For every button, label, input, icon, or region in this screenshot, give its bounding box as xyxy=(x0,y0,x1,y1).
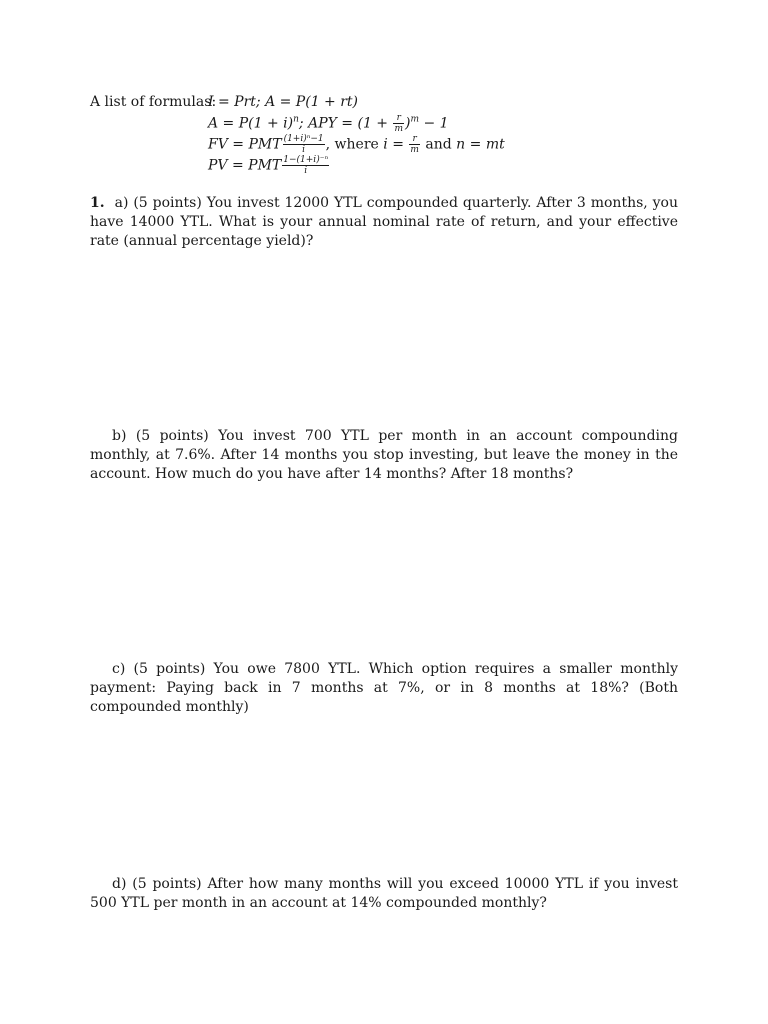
formula-row-4 xyxy=(90,155,690,176)
question-1d xyxy=(90,875,678,913)
question-1a xyxy=(90,194,678,251)
question-1b xyxy=(90,427,678,484)
formula-future-value xyxy=(208,134,505,156)
formula-row-3 xyxy=(90,134,690,155)
fraction-numerator: r xyxy=(393,113,404,124)
formula-fv-lead: FV = PMT xyxy=(208,136,282,153)
question-1c xyxy=(90,660,678,717)
question-text: a) (5 points) You invest 12000 YTL compounded quarterly. After 3 months, you have 14000 YTL. What is your annual nominal rate of return, and your effective rate (annual percentage yield)? xyxy=(90,195,678,249)
formula-fraction-r-m xyxy=(393,113,404,134)
formula-close-paren: ) xyxy=(405,115,411,132)
formula-where: , where xyxy=(325,136,384,153)
question-number: 1. xyxy=(90,195,105,211)
formula-apy: APY = (1 + xyxy=(308,115,393,132)
formula-fraction-fv xyxy=(283,134,325,155)
formula-separator: ; xyxy=(298,115,309,132)
formula-exponent-n: n xyxy=(293,114,299,125)
formula-row-1 xyxy=(90,92,690,113)
formula-pv-lead: PV = PMT xyxy=(208,157,282,174)
formula-compound xyxy=(208,113,449,135)
fraction-denominator: i xyxy=(302,145,306,155)
formula-list xyxy=(90,92,690,176)
question-text: c) (5 points) You owe 7800 YTL. Which option requires a smaller monthly payment: Paying back in 7 months at 7%, or in 8 months at 18%? (Both compounded monthly) xyxy=(90,661,678,715)
fraction-denominator: m xyxy=(394,124,404,134)
formula-interest: I = Prt; A = P(1 + rt) xyxy=(208,94,359,110)
formula-and: and xyxy=(420,136,457,153)
question-text: b) (5 points) You invest 700 YTL per month in an account compounding monthly, at 7.6%. After 14 months you stop investing, but leave the money in the account. How much do you have after 14 months? After 18 months? xyxy=(90,428,678,482)
formula-n-eq: n = mt xyxy=(456,136,505,153)
fraction-denominator: i xyxy=(304,166,308,176)
fraction-denominator: m xyxy=(410,145,419,155)
fraction-numerator: 1−(1+i)⁻ⁿ xyxy=(283,155,329,165)
formula-row-2 xyxy=(90,113,690,134)
formula-compound-base: A = P(1 + i) xyxy=(208,115,294,132)
formula-present-value xyxy=(208,155,330,177)
formula-intro: A list of formulas: xyxy=(90,94,217,110)
fraction-numerator: r xyxy=(409,134,420,145)
formula-fraction-pv xyxy=(282,155,329,176)
fraction-numerator: (1+i)ⁿ−1 xyxy=(283,134,324,144)
question-text: d) (5 points) After how many months will you exceed 10000 YTL if you invest 500 YTL per month in an account at 14% compounded monthly? xyxy=(90,876,678,911)
formula-i-eq: i = xyxy=(383,136,409,153)
formula-fraction-i xyxy=(409,134,420,155)
formula-exponent-m: m xyxy=(410,114,420,125)
formula-apy-tail: − 1 xyxy=(419,115,449,132)
